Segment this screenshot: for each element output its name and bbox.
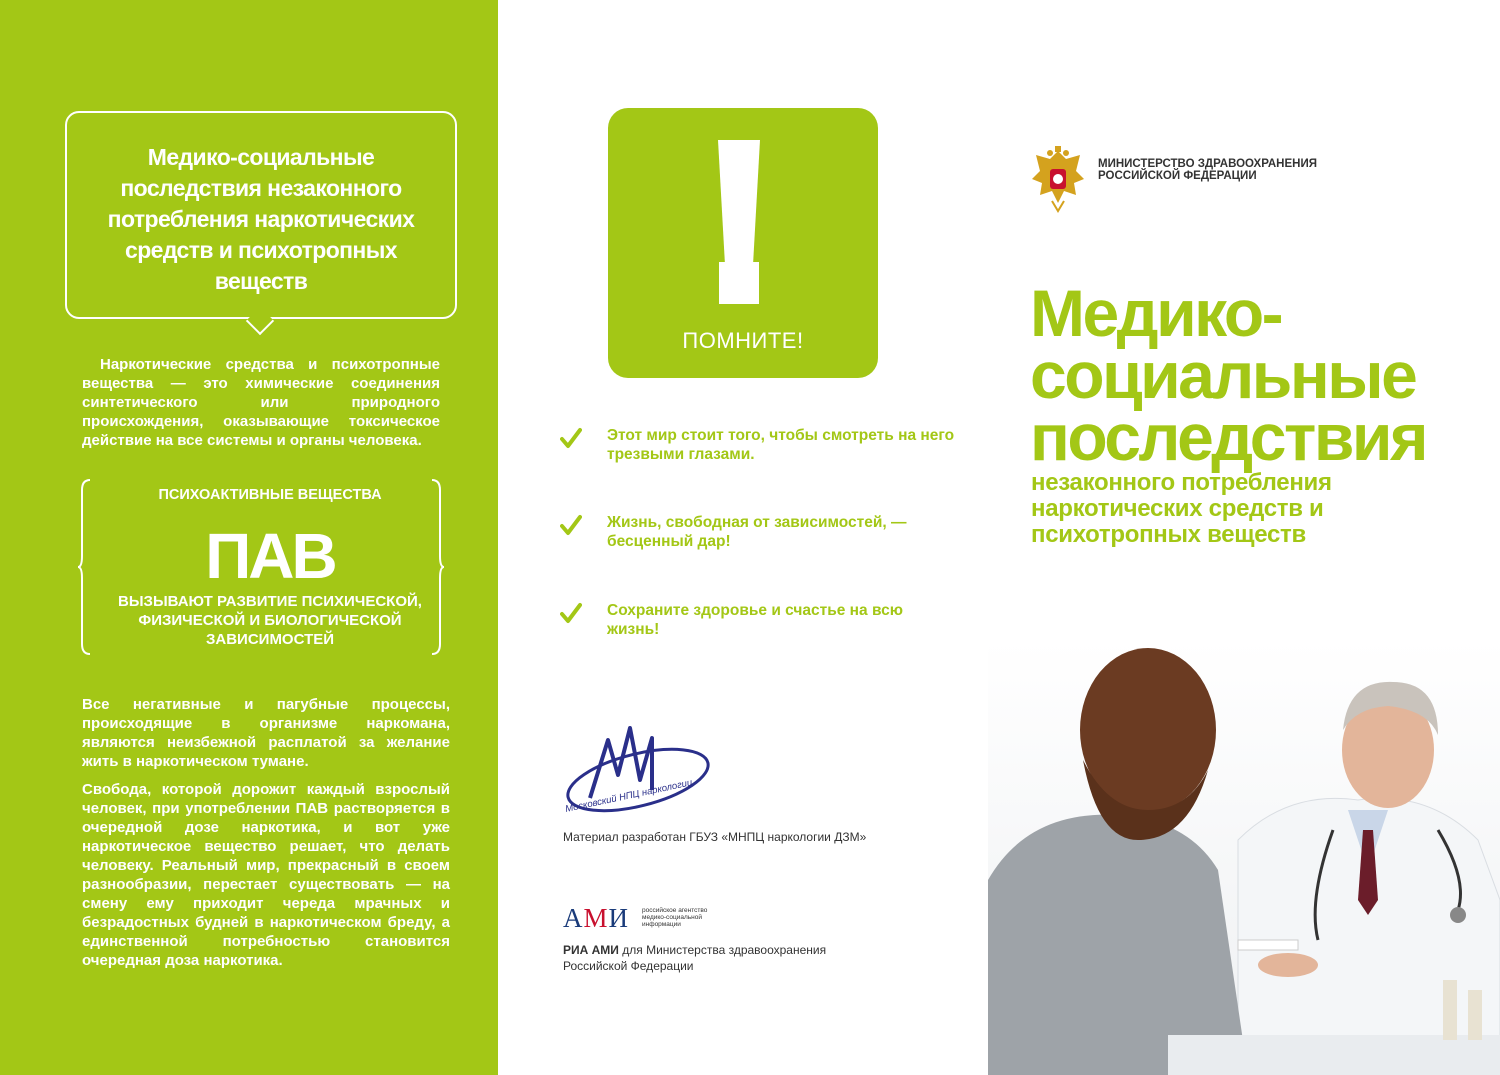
check-icon — [560, 514, 582, 536]
ami-logo-a: А — [563, 903, 584, 933]
ami-caption-rest: для Министерства здравоохранения Российской Федерации — [563, 943, 827, 973]
check-item-2: Жизнь, свободная от зависимостей, — бесценный дар! — [607, 514, 907, 550]
ami-logo-tagline: российское агентство медико-социальной информации — [642, 907, 708, 928]
check-icon — [560, 427, 582, 449]
ami-caption-bold: РИА АМИ — [563, 943, 619, 957]
remember-label: ПОМНИТЕ! — [682, 328, 804, 353]
ministry-name: МИНИСТЕРСТВО ЗДРАВООХРАНЕНИЯ РОССИЙСКОЙ ФЕДЕРАЦИИ — [1098, 158, 1317, 182]
ami-logo-i: И — [608, 903, 630, 933]
ami-logo — [563, 903, 629, 934]
mnpc-logo-text: Московский НПЦ наркологии — [564, 777, 694, 815]
exclamation-dot — [719, 262, 759, 304]
check-item-3: Сохраните здоровье и счастье на всю жизнь! — [607, 602, 903, 638]
intro-paragraph: Наркотические средства и психотропные вещества — это химические соединения синтетического или природного происхождения, оказывающие токсическое действие на все системы и органы человека. — [82, 356, 440, 449]
pav-abbreviation: ПАВ — [205, 520, 335, 592]
doctor-patient-photo — [988, 640, 1500, 1075]
bubble-title: Медико-социальные последствия незаконного потребления наркотических средств и психотропных веществ — [107, 144, 415, 294]
paragraph-processes: Все негативные и пагубные процессы, происходящие в организме наркомана, являются неизбежной расплатой за желание жить в наркотическом тумане. — [82, 696, 450, 770]
paragraph-freedom: Свобода, которой дорожит каждый взрослый человек, при употреблении ПАВ растворяется в очередной дозе наркотика, и вот уже наркотическое вещество решает, что делать человеку. Реальный мир, прекрасный в своем разнообразии, перестает существовать — на смену ему приходит череда мрачных и безрадостных будней в наркотическом бреду, а единственной потребностью становится очередная доза наркотика. — [82, 781, 450, 969]
mnpc-logo — [560, 720, 715, 820]
main-title: Медико-социальные последствия — [1030, 276, 1426, 474]
state-emblem-icon — [1028, 145, 1088, 213]
left-brace-icon — [78, 478, 92, 656]
check-item-1: Этот мир стоит того, чтобы смотреть на него трезвыми глазами. — [607, 427, 955, 463]
check-icon — [560, 602, 582, 624]
ami-caption — [563, 942, 863, 974]
pav-definition: ПСИХОАКТИВНЫЕ ВЕЩЕСТВА — [158, 487, 382, 503]
mnpc-caption: Материал разработан ГБУЗ «МНПЦ наркологии ДЗМ» — [563, 830, 867, 844]
subtitle: незаконного потребления наркотических средств и психотропных веществ — [1031, 469, 1332, 548]
ami-logo-m: М — [583, 903, 609, 933]
pav-effects: ВЫЗЫВАЮТ РАЗВИТИЕ ПСИХИЧЕСКОЙ, ФИЗИЧЕСКОЙ И БИОЛОГИЧЕСКОЙ ЗАВИСИМОСТЕЙ — [118, 593, 422, 648]
